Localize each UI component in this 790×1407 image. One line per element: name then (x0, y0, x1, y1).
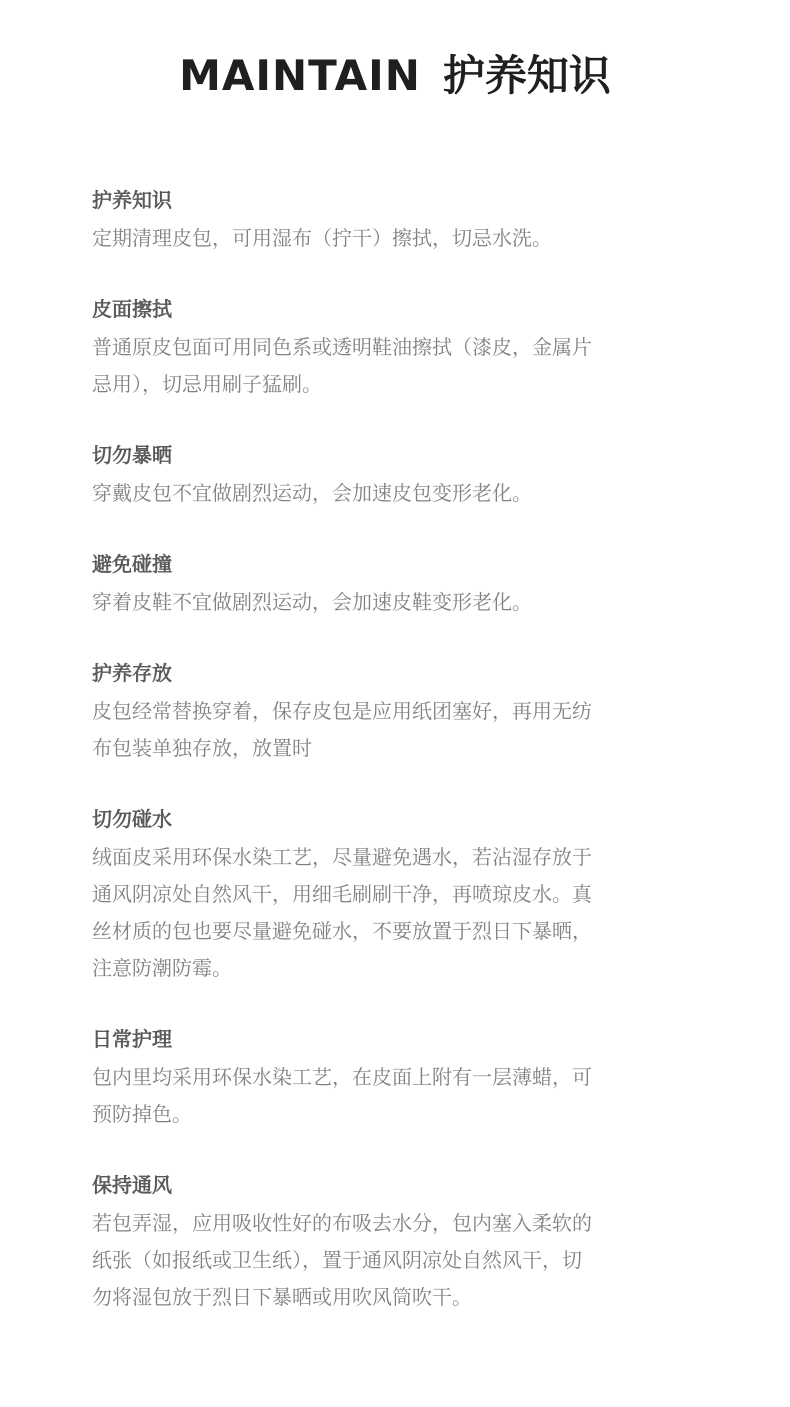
section-body (92, 839, 662, 987)
care-sections (92, 184, 662, 1316)
section-body-line: 纸张（如报纸或卫生纸），置于通风阴凉处自然风干，切 (92, 1248, 582, 1272)
section-heading: 日常护理 (92, 1027, 172, 1051)
section-body (92, 584, 662, 621)
care-section (92, 657, 662, 767)
section-heading: 护养存放 (92, 661, 172, 685)
section-heading: 保持通风 (92, 1173, 172, 1197)
section-body (92, 1205, 662, 1316)
section-body-line: 普通原皮包面可用同色系或透明鞋油擦拭（漆皮，金属片 (92, 335, 592, 359)
section-heading: 避免碰撞 (92, 552, 172, 576)
care-section (92, 803, 662, 987)
section-body-line: 包内里均采用环保水染工艺，在皮面上附有一层薄蜡，可 (92, 1065, 592, 1089)
section-body-line: 注意防潮防霉。 (92, 956, 232, 980)
section-body-line: 丝材质的包也要尽量避免碰水，不要放置于烈日下暴晒， (92, 919, 592, 943)
section-heading: 切勿碰水 (92, 807, 172, 831)
care-section (92, 439, 662, 512)
section-body-line: 预防掉色。 (92, 1102, 192, 1126)
care-section (92, 1023, 662, 1133)
section-body-line: 定期清理皮包，可用湿布（拧干）擦拭，切忌水洗。 (92, 226, 552, 250)
section-heading: 护养知识 (92, 188, 172, 212)
section-heading: 切勿暴晒 (92, 443, 172, 467)
care-section (92, 1169, 662, 1316)
section-body-line: 皮包经常替换穿着，保存皮包是应用纸团塞好，再用无纺 (92, 699, 592, 723)
care-section (92, 184, 662, 257)
section-body (92, 1059, 662, 1133)
section-body-line: 穿戴皮包不宜做剧烈运动，会加速皮包变形老化。 (92, 481, 532, 505)
page-title (0, 50, 790, 102)
section-body-line: 勿将湿包放于烈日下暴晒或用吹风筒吹干。 (92, 1285, 472, 1309)
page-title-chinese: 护养知识 (442, 51, 611, 100)
section-body-line: 忌用），切忌用刷子猛刷。 (92, 372, 322, 396)
section-body-line: 若包弄湿，应用吸收性好的布吸去水分，包内塞入柔软的 (92, 1211, 592, 1235)
care-section (92, 548, 662, 621)
section-body (92, 220, 662, 257)
section-body (92, 475, 662, 512)
section-body (92, 693, 662, 767)
section-body-line: 绒面皮采用环保水染工艺，尽量避免遇水，若沾湿存放于 (92, 845, 592, 869)
section-body-line: 穿着皮鞋不宜做剧烈运动，会加速皮鞋变形老化。 (92, 590, 532, 614)
section-body-line: 布包装单独存放，放置时 (92, 736, 312, 760)
section-heading: 皮面擦拭 (92, 297, 172, 321)
care-section (92, 293, 662, 403)
section-body (92, 329, 662, 403)
page-title-english: MAINTAIN (179, 51, 421, 100)
section-body-line: 通风阴凉处自然风干，用细毛刷刷干净，再喷琼皮水。真 (92, 882, 592, 906)
